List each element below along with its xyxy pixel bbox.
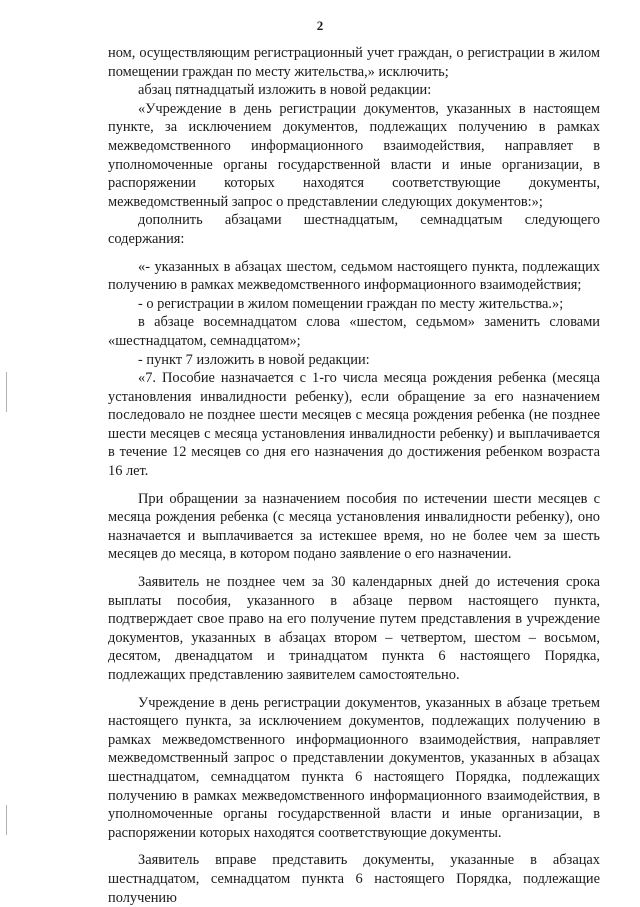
paragraph: Заявитель вправе представить документы, указанные в абзацах шестнадцатом, семнадцатом пункта 6 настоящего Порядка, подлежащие получению bbox=[108, 852, 600, 906]
paragraph-quote: «- указанных в абзацах шестом, седьмом настоящего пункта, подлежащих получению в рамках межведомственного информационного взаимодействия; bbox=[108, 258, 600, 294]
paragraph-quote: «7. Пособие назначается с 1-го числа месяца рождения ребенка (месяца установления инвалидности ребенку), если обращение за его назначением последовало не позднее шести месяцев с месяца рождения ребенка (не позднее шести месяцев с месяца установления инвалидности ребенку) и выплачивается в течение 12 месяцев со дня его назначения до достижения ребенком возраста 16 лет. bbox=[108, 370, 600, 480]
left-margin-mark bbox=[6, 372, 7, 412]
paragraph: Заявитель не позднее чем за 30 календарных дней до истечения срока выплаты пособия, указанного в абзаце первом настоящего пункта, подтверждает свое право на его получение путем представления в учреждение документов, указанных в абзацах втором – четвертом, шестом – восьмом, десятом, двенадцатом и тринадцатом пункта 6 настоящего Порядка, подлежащих представлению заявителем самостоятельно. bbox=[108, 574, 600, 683]
paragraph: - пункт 7 изложить в новой редакции: bbox=[138, 351, 370, 368]
paragraph-continuation: ном, осуществляющим регистрационный учет граждан, о регистрации в жилом помещении граждан по месту жительства,» исключить; bbox=[108, 45, 600, 80]
paragraph-quote: «Учреждение в день регистрации документов, указанных в настоящем пункте, за исключением документов, подлежащих получению в рамках межведомственного информационного взаимодействия, направляет в уполномоченные органы государственной власти и иные организации, в распоряжении которых находятся соответствующие документы, межведомственный запрос о представлении следующих документов:»; bbox=[108, 100, 600, 210]
paragraph: При обращении за назначением пособия по истечении шести месяцев с месяца рождения ребенка (с месяца установления инвалидности ребенку), оно назначается и выплачивается за истекшее время, но не более чем за шесть месяцев до месяца, в котором подано заявление о его назначении. bbox=[108, 490, 600, 563]
document-body bbox=[108, 44, 600, 907]
paragraph: в абзаце восемнадцатом слова «шестом, седьмом» заменить словами «шестнадцатом, семнадцатом»; bbox=[108, 314, 600, 349]
paragraph: дополнить абзацами шестнадцатым, семнадцатым следующего содержания: bbox=[108, 212, 600, 247]
left-margin-mark bbox=[6, 805, 7, 835]
page-number: 2 bbox=[316, 18, 324, 33]
paragraph: абзац пятнадцатый изложить в новой редакции: bbox=[138, 82, 432, 99]
paragraph: Учреждение в день регистрации документов, указанных в абзаце третьем настоящего пункта, за исключением документов, подлежащих получению в рамках межведомственного информационного взаимодействия, направляет межведомственный запрос о представлении документов, указанных в абзацах шестнадцатом, семнадцатом пункта 6 настоящего Порядка, подлежащих получению в рамках межведомственного информационного взаимодействия, в уполномоченные органы государственной власти и иные организации, в распоряжении которых находятся соответствующие документы. bbox=[108, 694, 600, 841]
paragraph: - о регистрации в жилом помещении граждан по месту жительства.»; bbox=[138, 295, 564, 312]
